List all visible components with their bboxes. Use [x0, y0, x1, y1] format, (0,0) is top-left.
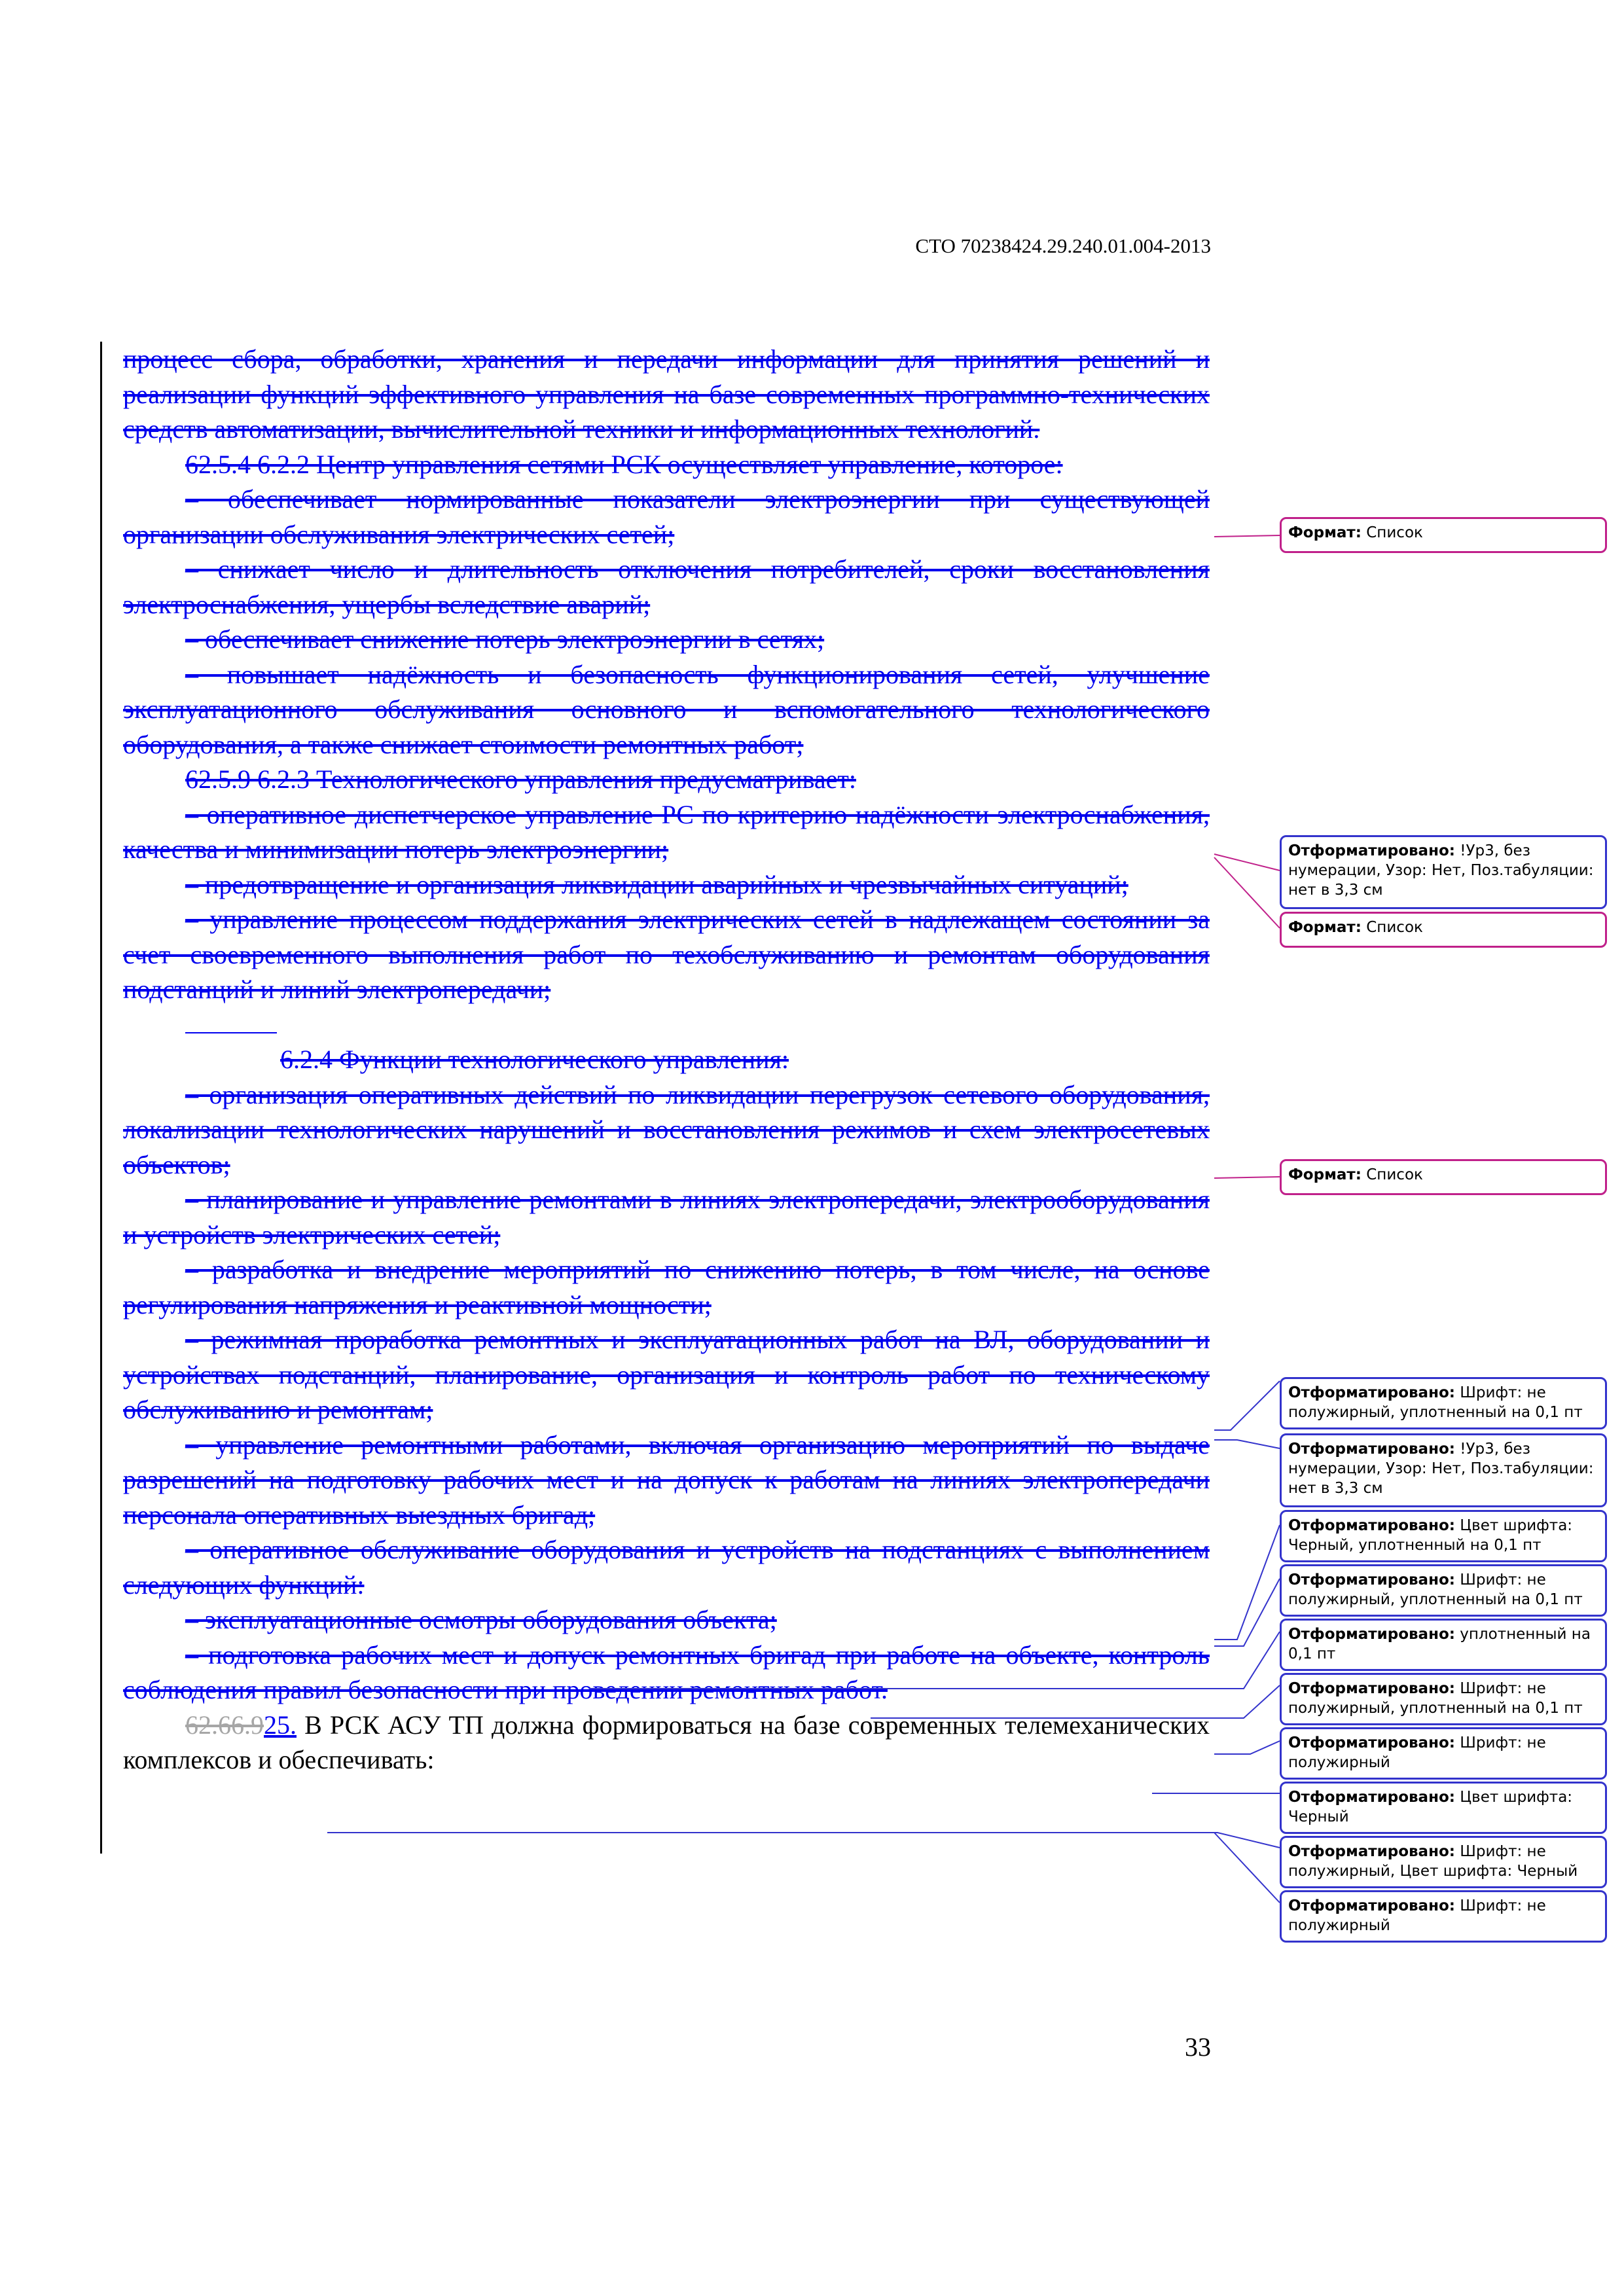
revision-comment[interactable]: Отформатировано: Цвет шрифта: Черный, уплотненный на 0,1 пт [1280, 1510, 1607, 1562]
list-item: – обеспечивает снижение потерь электроэнергии в сетях; [185, 624, 825, 654]
list-item: – снижает число и длительность отключения потребителей, сроки восстановления электроснабжения, ущербы вследствие аварий; [123, 554, 1210, 619]
deleted-section-number: 62.66.9 [185, 1710, 264, 1740]
revision-comment[interactable]: Отформатировано: !Ур3, без нумерации, Узор: Нет, Поз.табуляции: нет в 3,3 см [1280, 1433, 1607, 1507]
page-number: 33 [1185, 2032, 1211, 2062]
list-item: – обеспечивает нормированные показатели электроэнергии при существующей организации обслуживания электрических сетей; [123, 484, 1210, 549]
list-item: – оперативное диспетчерское управление РС по критерию надёжности электроснабжения, качества и минимизации потерь электроэнергии; [123, 799, 1210, 864]
list-item: – предотвращение и организация ликвидации аварийных и чрезвычайных ситуаций; [185, 869, 1128, 899]
inserted-section-number: 25. [264, 1710, 297, 1740]
revision-comment[interactable]: Формат: Список [1280, 912, 1607, 948]
leader-line [1214, 1177, 1280, 1178]
revision-comment[interactable]: Формат: Список [1280, 517, 1607, 553]
leader-line [1214, 1381, 1280, 1430]
leader-line [1214, 1833, 1280, 1903]
revision-comment[interactable]: Отформатировано: Шрифт: не полужирный, уплотненный на 0,1 пт [1280, 1377, 1607, 1429]
revision-comment[interactable]: Отформатировано: Шрифт: не полужирный, уплотненный на 0,1 пт [1280, 1564, 1607, 1617]
leader-line [871, 1685, 1280, 1718]
revision-comment[interactable]: Отформатировано: Шрифт: не полужирный, уплотненный на 0,1 пт [1280, 1673, 1607, 1725]
revision-comment[interactable]: Отформатировано: !Ур3, без нумерации, Узор: Нет, Поз.табуляции: нет в 3,3 см [1280, 835, 1607, 909]
list-item: – режимная проработка ремонтных и эксплуатационных работ на ВЛ, оборудовании и устройствах подстанций, планирование, организация и контроль работ по техническому обслуживанию и ремонтам; [123, 1325, 1210, 1424]
revision-comment[interactable]: Формат: Список [1280, 1159, 1607, 1195]
list-item: – повышает надёжность и безопасность функционирования сетей, улучшение эксплуатационного обслуживания основного и вспомогательного технологического оборудования, а также снижает стоимости ремонтных работ; [123, 659, 1210, 759]
list-item: – разработка и внедрение мероприятий по снижению потерь, в том числе, на основе регулирования напряжения и реактивной мощности; [123, 1255, 1210, 1319]
section-6-2-4-heading: 6.2.4 Функции технологического управления: [280, 1045, 789, 1074]
leader-line [1214, 1525, 1280, 1640]
section-6-2-2-heading: 62.5.4 6.2.2 Центр управления сетями РСК осуществляет управление, которое: [185, 449, 1063, 479]
revision-comment[interactable]: Отформатировано: Шрифт: не полужирный [1280, 1890, 1607, 1943]
leader-line [1214, 535, 1280, 537]
list-item: – эксплуатационные осмотры оборудования объекта; [185, 1605, 777, 1634]
paragraph-text: В РСК АСУ ТП должна формироваться на базе современных телемеханических комплексов и обеспечивать: [123, 1710, 1210, 1774]
paragraph-process-continuation: процесс сбора, обработки, хранения и передачи информации для принятия решений и реализации функций эффективного управления на базе современных программно-технических средств автоматизации, вычислительной техники и информационных технологий. [123, 344, 1210, 444]
list-item: – подготовка рабочих мест и допуск ремонтных бригад при работе на объекте, контроль соблюдения правил безопасности при проведении ремонтных работ. [123, 1640, 1210, 1704]
revision-comment[interactable]: Отформатировано: Цвет шрифта: Черный [1280, 1782, 1607, 1834]
leader-line [1214, 1741, 1280, 1754]
leader-line [1214, 1440, 1280, 1448]
list-item: – оперативное обслуживание оборудования и устройств на подстанциях с выполнением следующих функций: [123, 1535, 1210, 1600]
leader-line [327, 1833, 1280, 1848]
list-item: – управление процессом поддержания электрических сетей в надлежащем состоянии за счет своевременного выполнения работ по техобслуживанию и ремонтам оборудования подстанций и линий электропередачи; [123, 905, 1210, 1004]
list-item: – управление ремонтными работами, включая организацию мероприятий по выдаче разрешений на подготовку рабочих мест и на допуск к работам на линиях электропередачи персонала оперативных выездных бригад; [123, 1429, 1210, 1530]
section-6-2-3-heading: 62.5.9 6.2.3 Технологического управления предусматривает: [185, 764, 856, 794]
document-code-header: СТО 70238424.29.240.01.004-2013 [915, 234, 1211, 257]
revision-comment[interactable]: Отформатировано: Шрифт: не полужирный [1280, 1727, 1607, 1780]
list-item: – планирование и управление ремонтами в линиях электропередачи, электрооборудования и устройств электрических сетей; [123, 1185, 1210, 1249]
leader-line [589, 1632, 1280, 1689]
list-item: – организация оперативных действий по ликвидации перегрузок сетевого оборудования, локализации технологических нарушений и восстановления режимов и схем электросетевых объектов; [123, 1079, 1210, 1179]
revision-comment[interactable]: Отформатировано: уплотненный на 0,1 пт [1280, 1619, 1607, 1671]
revision-comment[interactable]: Отформатировано: Шрифт: не полужирный, Цвет шрифта: Черный [1280, 1836, 1607, 1888]
